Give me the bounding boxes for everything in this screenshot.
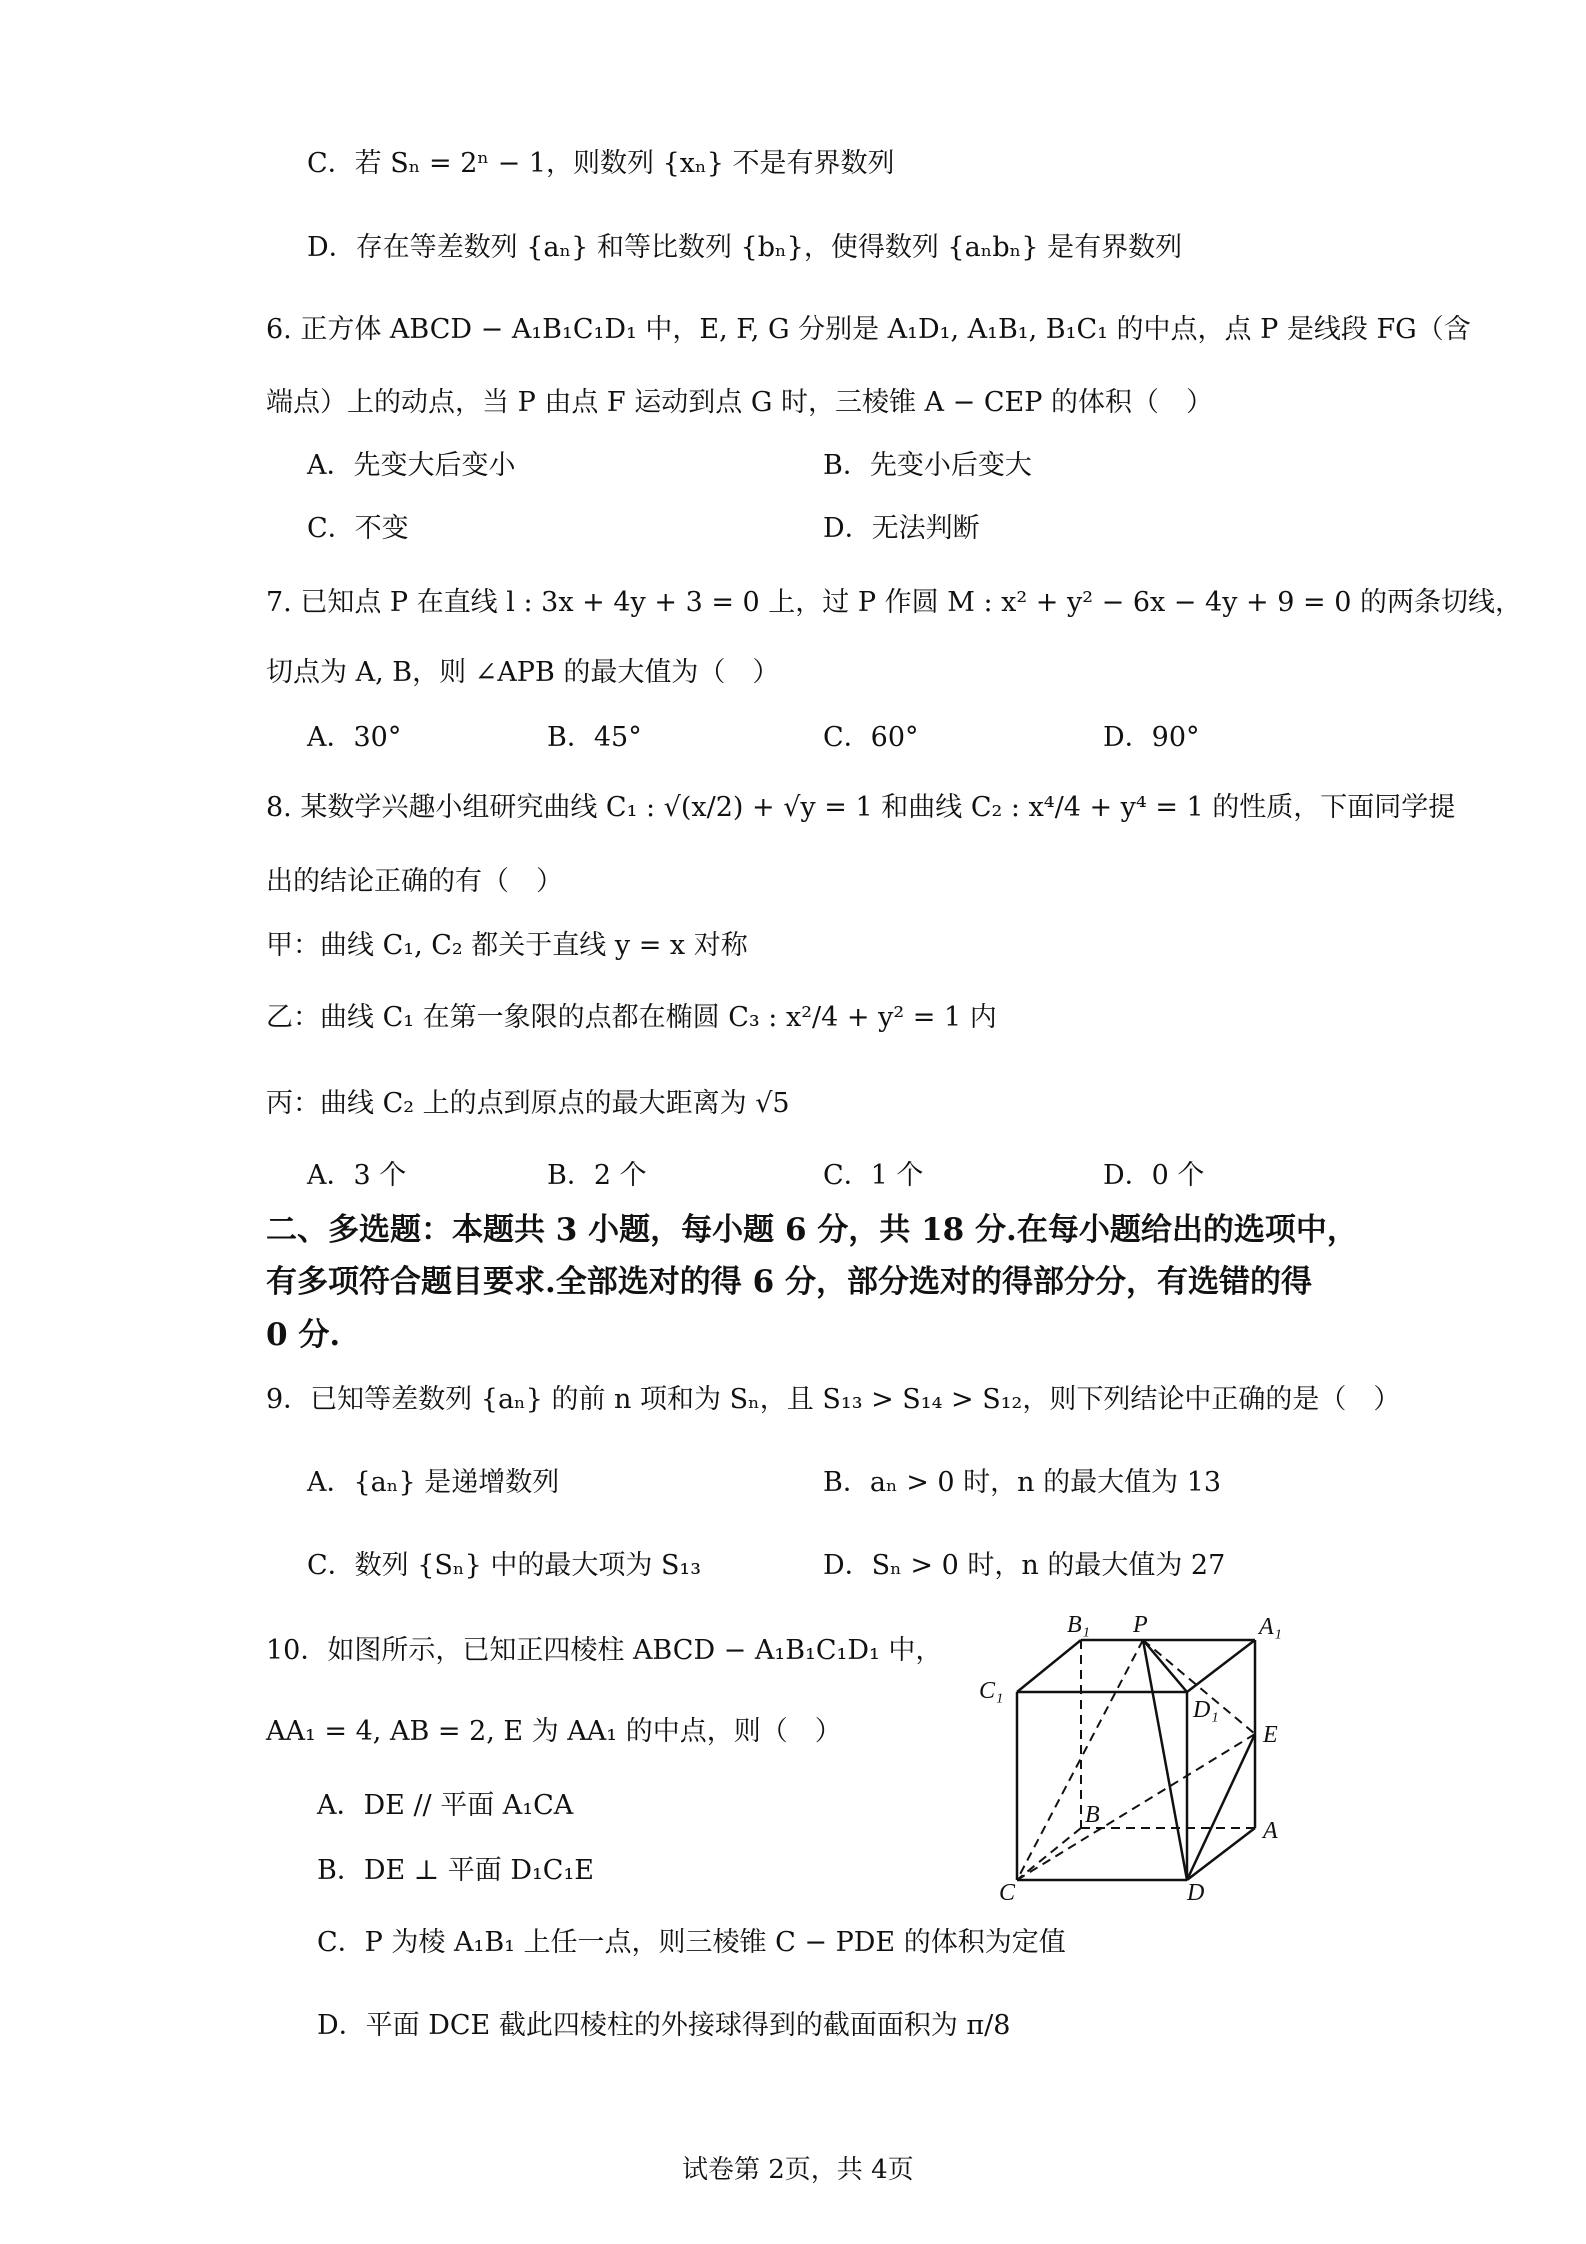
- q8-stem-line2: 出的结论正确的有（ ）: [266, 866, 563, 897]
- q10-option-c: C．P 为棱 A₁B₁ 上任一点，则三棱锥 C − PDE 的体积为定值: [317, 1927, 1066, 1958]
- section2-heading-line1: 二、多选题：本题共 3 小题，每小题 6 分，共 18 分.在每小题给出的选项中，: [266, 1212, 1358, 1248]
- label-c1: C₁: [979, 1678, 1004, 1704]
- q9-option-b: B．aₙ > 0 时，n 的最大值为 13: [823, 1467, 1222, 1498]
- label-e: E: [1263, 1722, 1278, 1748]
- hidden-segment-c-e: [1017, 1734, 1255, 1880]
- q6-option-c: C．不变: [307, 513, 409, 544]
- q6-option-a: A．先变大后变小: [307, 450, 516, 481]
- prism-figure: [975, 1610, 1305, 1900]
- q5-option-c: C．若 Sₙ = 2ⁿ − 1，则数列 {xₙ} 不是有界数列: [307, 148, 895, 179]
- label-a1: A₁: [1259, 1614, 1283, 1640]
- label-b: B: [1085, 1802, 1100, 1828]
- edge-a-d: [1187, 1828, 1255, 1880]
- q8-stem-line1: 8. 某数学兴趣小组研究曲线 C₁ : √(x/2) + √y = 1 和曲线 C₂ : x⁴/4 + y⁴ = 1 的性质，下面同学提: [266, 792, 1456, 823]
- q6-stem-line2: 端点）上的动点，当 P 由点 F 运动到点 G 时，三棱锥 A − CEP 的体积（ ）: [266, 387, 1213, 418]
- segment-e-d: [1187, 1734, 1255, 1880]
- hidden-edge-b-c: [1017, 1828, 1081, 1880]
- q9-option-d: D．Sₙ > 0 时，n 的最大值为 27: [823, 1550, 1226, 1581]
- q10-stem-line1: 10．如图所示，已知正四棱柱 ABCD − A₁B₁C₁D₁ 中，: [266, 1635, 943, 1666]
- q9-stem: 9．已知等差数列 {aₙ} 的前 n 项和为 Sₙ，且 S₁₃ > S₁₄ > S₁₂，则下列结论中正确的是（ ）: [266, 1384, 1401, 1415]
- q5-option-d: D．存在等差数列 {aₙ} 和等比数列 {bₙ}，使得数列 {aₙbₙ} 是有界数列: [307, 232, 1183, 263]
- label-a: A: [1263, 1818, 1278, 1844]
- q8-option-a: A．3 个: [307, 1160, 407, 1191]
- q7-stem-line1: 7. 已知点 P 在直线 l : 3x + 4y + 3 = 0 上，过 P 作圆 M : x² + y² − 6x − 4y + 9 = 0 的两条切线，: [266, 587, 1522, 618]
- edge-c1-b1: [1017, 1640, 1081, 1692]
- q6-stem-line1: 6. 正方体 ABCD − A₁B₁C₁D₁ 中，E, F, G 分别是 A₁D₁, A₁B₁, B₁C₁ 的中点，点 P 是线段 FG（含: [266, 314, 1471, 345]
- q8-statement-jia: 甲：曲线 C₁, C₂ 都关于直线 y = x 对称: [266, 930, 748, 961]
- section2-heading-line3: 0 分.: [266, 1317, 341, 1353]
- q7-option-b: B．45°: [547, 722, 642, 753]
- label-d: D: [1187, 1880, 1205, 1900]
- q7-option-d: D．90°: [1103, 722, 1200, 753]
- q8-option-c: C．1 个: [823, 1160, 924, 1191]
- edge-a1-d1: [1187, 1640, 1255, 1692]
- q7-option-a: A．30°: [307, 722, 402, 753]
- q7-option-c: C．60°: [823, 722, 919, 753]
- segment-p-d: [1143, 1640, 1187, 1880]
- q7-stem-line2: 切点为 A, B，则 ∠APB 的最大值为（ ）: [266, 657, 780, 688]
- q6-option-d: D．无法判断: [823, 513, 980, 544]
- q10-option-a: A．DE // 平面 A₁CA: [317, 1790, 574, 1821]
- label-c: C: [999, 1880, 1016, 1900]
- q10-stem-line2: AA₁ = 4, AB = 2, E 为 AA₁ 的中点，则（ ）: [266, 1716, 842, 1747]
- label-p: P: [1133, 1612, 1148, 1638]
- section2-heading-line2: 有多项符合题目要求.全部选对的得 6 分，部分选对的得部分分，有选错的得: [266, 1264, 1312, 1300]
- q8-statement-bing: 丙：曲线 C₂ 上的点到原点的最大距离为 √5: [266, 1088, 790, 1119]
- q6-option-b: B．先变小后变大: [823, 450, 1032, 481]
- q8-option-d: D．0 个: [1103, 1160, 1205, 1191]
- q9-option-a: A．{aₙ} 是递增数列: [307, 1467, 560, 1498]
- page-footer: 试卷第 2页，共 4页: [682, 2155, 914, 2185]
- q9-option-c: C．数列 {Sₙ} 中的最大项为 S₁₃: [307, 1550, 702, 1581]
- q10-option-b: B．DE ⊥ 平面 D₁C₁E: [317, 1855, 595, 1886]
- segment-p-d1: [1143, 1640, 1187, 1692]
- q10-option-d: D．平面 DCE 截此四棱柱的外接球得到的截面面积为 π/8: [317, 2010, 1011, 2041]
- label-d1: D₁: [1193, 1697, 1219, 1723]
- q8-option-b: B．2 个: [547, 1160, 647, 1191]
- label-b1: B₁: [1067, 1612, 1091, 1638]
- q8-statement-yi: 乙：曲线 C₁ 在第一象限的点都在椭圆 C₃ : x²/4 + y² = 1 内: [266, 1002, 997, 1033]
